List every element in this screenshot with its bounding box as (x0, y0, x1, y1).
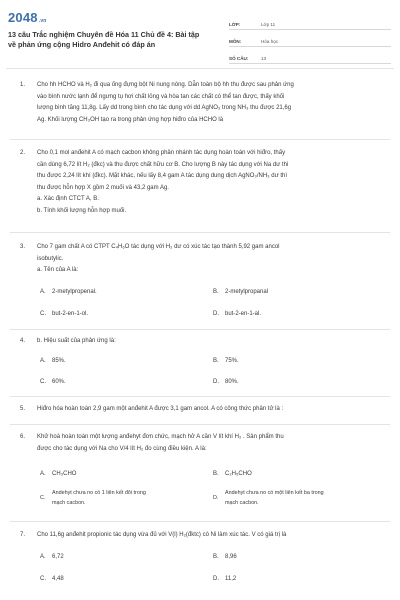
option-letter: B. (213, 358, 219, 364)
option-c[interactable] (40, 379, 66, 385)
option-letter: D. (213, 495, 219, 501)
meta-row-count (229, 48, 391, 64)
question-line: Khử hoá hoàn toàn một lượng anđehyt đơn chức, mạch hở A cần V lít khí H₂ . Sản phẩm thu (37, 434, 284, 440)
option-text: 80%. (225, 379, 239, 385)
question-line: Ag. Khối lượng CH₃OH tạo ra trong phản ứng hợp hiđro của HCHO là (37, 116, 224, 123)
title-line-2: về phản ứng cộng Hidro Anđehit có đáp án (8, 40, 156, 49)
question-text (37, 242, 386, 277)
question-text (37, 80, 386, 126)
option-b[interactable] (213, 471, 252, 477)
question-line: được cho tác dụng với Na cho V/4 lít H₂ đo cùng điều kiện. A là: (37, 445, 207, 452)
question-divider (10, 396, 390, 397)
question-text (37, 148, 386, 217)
question-4 (20, 336, 386, 348)
question-line: Cho 0,1 mol anđehit A có mạch cacbon không phân nhánh tác dụng hoàn toàn với hiđro, thấy (37, 150, 286, 156)
option-c[interactable] (40, 311, 88, 317)
question-line: Cho 11,6g anđehit propionic tác dụng vừa đủ với V(l) H₂(đktc) có Ni làm xúc tác. V có giá trị là (37, 532, 287, 538)
question-1 (20, 80, 386, 126)
question-6 (20, 432, 386, 455)
option-c[interactable] (40, 489, 205, 508)
question-number: 2. (20, 150, 26, 156)
question-line: isobutylic. (37, 255, 64, 262)
subject-label: MÔN: (229, 39, 242, 44)
question-number: 4. (20, 338, 26, 344)
option-d[interactable] (213, 576, 236, 582)
title-line-1: 13 câu Trắc nghiệm Chuyên đề Hóa 11 Chủ đề 4: Bài tập (8, 30, 200, 39)
option-text: 6,72 (52, 554, 64, 560)
option-text-line: mạch cacbon. (225, 499, 259, 506)
option-letter: B. (213, 554, 219, 560)
option-a[interactable] (40, 289, 97, 295)
option-text-line: mạch cacbon. (52, 499, 86, 506)
question-text (37, 432, 386, 455)
question-number: 6. (20, 434, 26, 440)
meta-row-class (229, 14, 391, 30)
meta-table (229, 14, 391, 65)
question-line: a. Tên của A là: (37, 267, 79, 273)
option-letter: B. (213, 471, 219, 477)
header-divider (6, 68, 394, 69)
site-logo[interactable] (8, 10, 47, 25)
option-letter: C. (40, 379, 46, 385)
question-divider (10, 424, 390, 425)
question-divider (10, 329, 390, 330)
option-text: 2-metylpropanal (225, 289, 269, 295)
option-a[interactable] (40, 358, 66, 364)
option-letter: C. (40, 576, 46, 582)
option-b[interactable] (213, 358, 239, 364)
question-line: Hiđro hóa hoàn toàn 2,9 gam một anđehit A được 3,1 gam ancol. A có công thức phân tử là : (37, 406, 284, 412)
question-line: cần dùng 6,72 lít H₂ (đkc) và thu được chất hữu cơ B. Cho lượng B này tác dụng với Na dư thì (37, 161, 289, 168)
question-number: 1. (20, 82, 26, 88)
option-text: C₂H₅CHO (225, 471, 252, 477)
question-line: Cho hh HCHO và H₂ đi qua ống đựng bột Ni nung nóng. Dẫn toàn bộ hh thu được sau phản ứng (37, 82, 294, 88)
option-text (52, 489, 205, 508)
question-number: 7. (20, 532, 26, 538)
question-number: 5. (20, 406, 26, 412)
meta-row-subject (229, 31, 391, 47)
question-line: vào bình nước lạnh để ngưng tụ hơi chất lỏng và hòa tan các chất có thể tan được, thấy khối (37, 93, 285, 100)
option-letter: B. (213, 289, 219, 295)
question-number: 3. (20, 244, 26, 250)
question-divider (10, 139, 390, 140)
option-text (225, 489, 385, 508)
option-letter: A. (40, 289, 46, 295)
option-c[interactable] (40, 576, 64, 582)
document-header (6, 8, 394, 66)
question-line: a. Xác định CTCT A, B. (37, 196, 99, 202)
option-a[interactable] (40, 554, 64, 560)
option-text-line: Andehyt chưa no có một liên kết ba trong (225, 490, 324, 496)
option-d[interactable] (213, 489, 385, 508)
option-letter: C. (40, 311, 46, 317)
option-letter: D. (213, 379, 219, 385)
question-line: Cho 7 gam chất A có CTPT C₄H₆O tác dụng với H₂ dư có xúc tác tạo thành 5,92 gam ancol (37, 244, 280, 250)
option-d[interactable] (213, 379, 239, 385)
option-d[interactable] (213, 311, 261, 317)
question-divider (10, 521, 390, 522)
question-line: b. Tính khối lượng hỗn hợp muối. (37, 207, 127, 214)
option-letter: D. (213, 576, 219, 582)
question-2 (20, 148, 386, 217)
count-label: SỐ CÂU: (229, 56, 249, 61)
option-text: but-2-en-1-al. (225, 311, 262, 317)
question-line: thu được hỗn hợp X gồm 2 muối và 43,2 gam Ag. (37, 184, 169, 191)
question-5 (20, 404, 386, 416)
option-text: 4,48 (52, 576, 64, 582)
logo-text: 2048 (8, 10, 38, 25)
option-text: CH₃CHO (52, 471, 77, 477)
question-divider (10, 232, 390, 233)
class-value: Lớp 11 (261, 22, 276, 27)
question-7 (20, 530, 386, 542)
option-text: 8,96 (225, 554, 237, 560)
count-value: 13 (261, 56, 267, 61)
option-letter: A. (40, 471, 46, 477)
option-text: 85%. (52, 358, 66, 364)
question-text (37, 404, 386, 416)
question-line: lượng bình tăng 11,8g. Lấy dd trong bình cho tác dụng với dd AgNO₃ trong NH₃ thu được 21,6g (37, 105, 292, 111)
option-text: 60%. (52, 379, 66, 385)
option-text: but-2-en-1-ol. (52, 311, 89, 317)
question-3 (20, 242, 386, 277)
option-letter: A. (40, 554, 46, 560)
option-text-line: Andehyt chưa no có 1 liên kết đôi trong (52, 490, 146, 496)
question-line: b. Hiệu suất của phản ứng là: (37, 338, 116, 344)
question-line: thu được 2,24 lít khí (đkc). Mặt khác, nếu lấy 8,4 gam A tác dụng dung dịch AgNO₃/NH₃ dư thì (37, 173, 287, 179)
option-a[interactable] (40, 471, 76, 477)
option-letter: A. (40, 358, 46, 364)
question-text (37, 336, 386, 348)
option-letter: D. (213, 311, 219, 317)
option-text: 11,2 (225, 576, 237, 582)
option-b[interactable] (213, 289, 268, 295)
option-letter: C. (40, 495, 46, 501)
option-text: 75%. (225, 358, 239, 364)
document-title (8, 30, 218, 50)
question-text (37, 530, 386, 542)
logo-suffix: .vn (38, 18, 47, 24)
option-text: 2-metylpropenal. (52, 289, 97, 295)
subject-value: Hóa học (261, 39, 279, 44)
option-b[interactable] (213, 554, 237, 560)
class-label: LỚP: (229, 22, 241, 27)
